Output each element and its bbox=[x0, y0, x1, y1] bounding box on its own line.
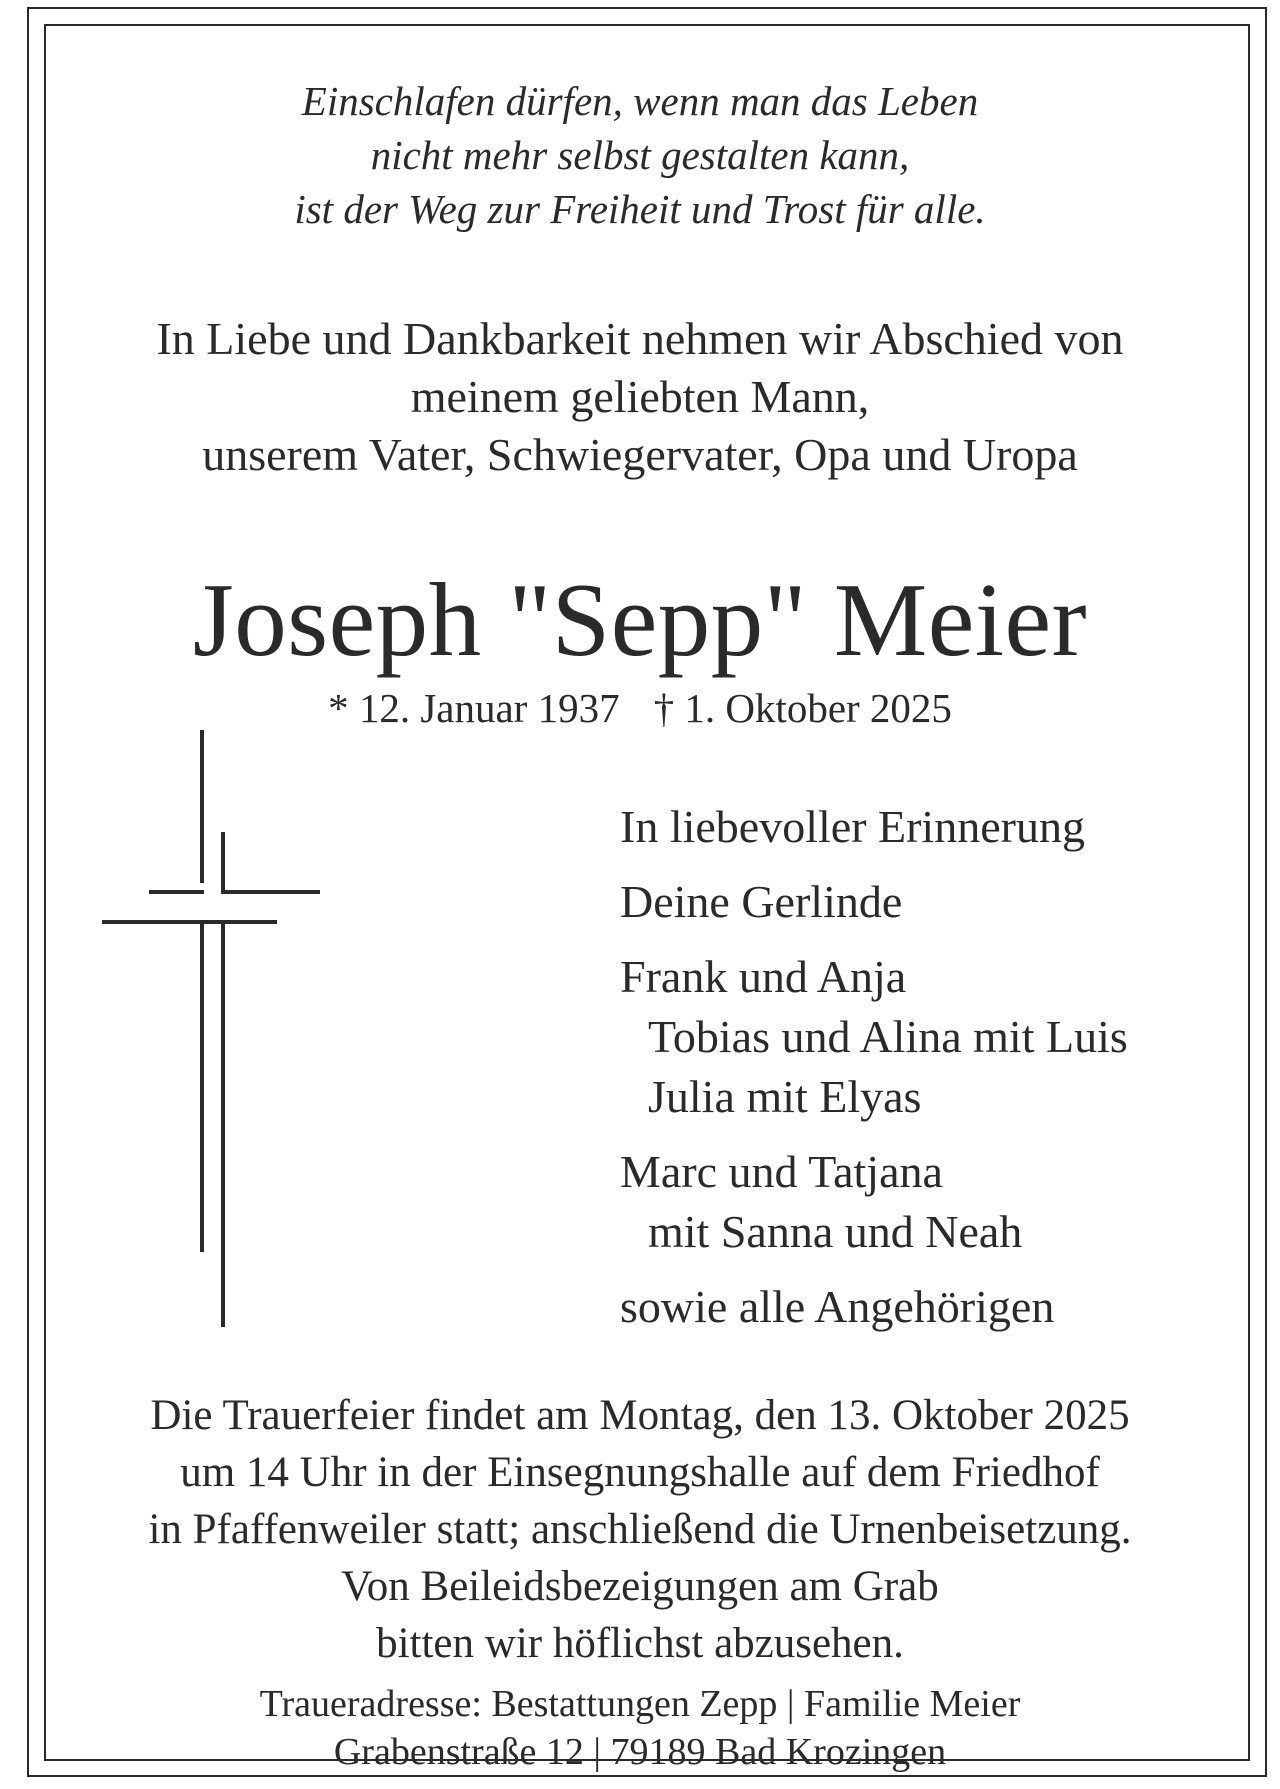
ceremony-line: Von Beileidsbezeigungen am Grab bbox=[341, 1563, 939, 1610]
christian-cross-icon bbox=[98, 730, 328, 1330]
intro-line: In Liebe und Dankbarkeit nehmen wir Abschied von bbox=[156, 313, 1124, 364]
death-date: † 1. Oktober 2025 bbox=[653, 685, 952, 731]
mourner-line: Marc und Tatjana bbox=[620, 1146, 943, 1197]
mourner-line: sowie alle Angehörigen bbox=[620, 1281, 1055, 1332]
mourners-list bbox=[620, 797, 1128, 1337]
funeral-details bbox=[0, 1387, 1280, 1672]
farewell-intro bbox=[0, 310, 1280, 484]
mourner-line: Tobias und Alina mit Luis bbox=[648, 1011, 1128, 1062]
mourner-line: Julia mit Elyas bbox=[648, 1071, 922, 1122]
mourning-address bbox=[0, 1680, 1280, 1776]
ceremony-line: bitten wir höflichst abzusehen. bbox=[376, 1620, 904, 1667]
ceremony-line: in Pfaffenweiler statt; anschließend die Urnenbeisetzung. bbox=[148, 1506, 1132, 1553]
mourner-line: Frank und Anja bbox=[620, 951, 907, 1002]
ceremony-line: Die Trauerfeier findet am Montag, den 13. Oktober 2025 bbox=[150, 1392, 1130, 1439]
mourner-line: Deine Gerlinde bbox=[620, 876, 903, 927]
motto-line: Einschlafen dürfen, wenn man das Leben bbox=[301, 78, 979, 124]
address-line: Grabenstraße 12 | 79189 Bad Krozingen bbox=[333, 1731, 947, 1773]
motto-verse bbox=[0, 74, 1280, 236]
address-line: Traueradresse: Bestattungen Zepp | Familie Meier bbox=[259, 1683, 1021, 1725]
mourner-line: In liebevoller Erinnerung bbox=[620, 801, 1085, 852]
ceremony-line: um 14 Uhr in der Einsegnungshalle auf dem Friedhof bbox=[180, 1449, 1100, 1496]
motto-line: ist der Weg zur Freiheit und Trost für alle. bbox=[294, 186, 986, 232]
intro-line: meinem geliebten Mann, bbox=[410, 371, 870, 422]
motto-line: nicht mehr selbst gestalten kann, bbox=[370, 132, 910, 178]
deceased-name: Joseph "Sepp" Meier bbox=[192, 561, 1088, 678]
mourner-line: mit Sanna und Neah bbox=[648, 1206, 1023, 1257]
birth-date: * 12. Januar 1937 bbox=[328, 685, 620, 731]
intro-line: unserem Vater, Schwiegervater, Opa und Uropa bbox=[202, 429, 1078, 480]
life-dates bbox=[0, 683, 1280, 733]
